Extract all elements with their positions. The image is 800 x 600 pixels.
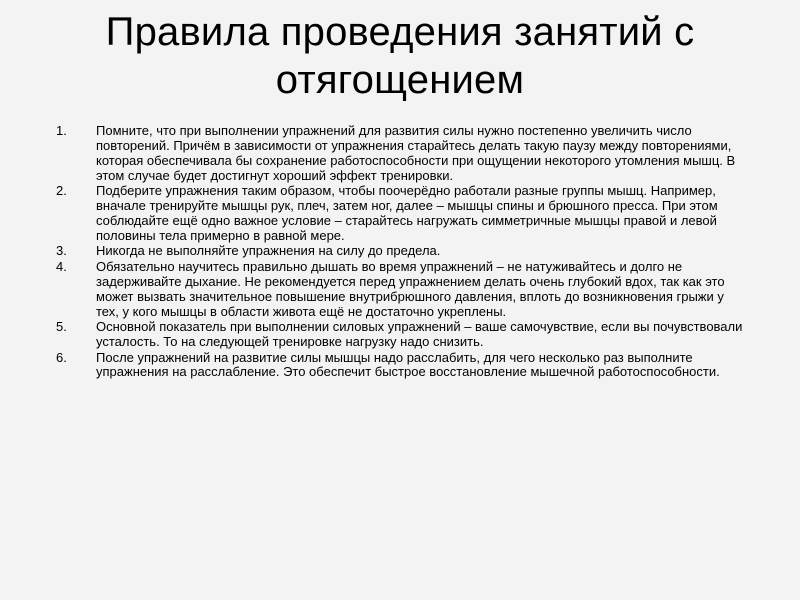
- list-item: [56, 320, 746, 350]
- list-item: [56, 124, 746, 184]
- list-item-text: После упражнений на развитие силы мышцы надо расслабить, для чего несколько раз выполните упражнения на расслабление. Это обеспечит быстрое восстановление мышечной работоспособности.: [96, 349, 720, 380]
- list-item: [56, 351, 746, 381]
- list-item-text: Подберите упражнения таким образом, чтобы поочерёдно работали разные группы мышц. Например, вначале тренируйте мышцы рук, плеч, затем ног, далее – мышцы спины и брюшного пресса. При этом соблюдайте ещё одно важное условие – старайтесь нагружать симметричные мышцы правой и левой половины тела примерно в равной мере.: [96, 183, 718, 243]
- list-item: [56, 260, 746, 320]
- list-item-text: Обязательно научитесь правильно дышать во время упражнений – не натуживайтесь и долго не задерживайте дыхание. Не рекомендуется перед упражнением делать очень глубокий вдох, так как это может вызвать значительное повышение внутрибрюшного давления, вплоть до возникновения грыжи у тех, у кого мышцы в области живота ещё не достаточно укреплены.: [96, 258, 725, 319]
- list-item-number: 3.: [56, 243, 67, 259]
- list-item-number: 5.: [56, 319, 67, 335]
- list-item-number: 1.: [56, 123, 67, 138]
- list-item-text: Помните, что при выполнении упражнений для развития силы нужно постепенно увеличить число повторений. Причём в зависимости от упражнения старайтесь делать такую паузу между повторениями, которая обеспечивала бы сохранение работоспособности при ощущении некоторого утомления мышц. В этом случае будет достигнут хороший эффект тренировки.: [96, 123, 736, 183]
- rules-list: [56, 124, 746, 381]
- list-item-number: 4.: [56, 258, 67, 274]
- list-item-number: 6.: [56, 349, 67, 365]
- list-item-number: 2.: [56, 183, 67, 199]
- list-item-text: Никогда не выполняйте упражнения на силу до предела.: [96, 243, 441, 259]
- list-item: [56, 184, 746, 244]
- slide-title: Правила проведения занятий с отягощением: [105, 10, 695, 102]
- list-item: [56, 244, 746, 259]
- list-item-text: Основной показатель при выполнении силовых упражнений – ваше самочувствие, если вы почувствовали усталость. То на следующей тренировке нагрузку надо снизить.: [96, 319, 743, 350]
